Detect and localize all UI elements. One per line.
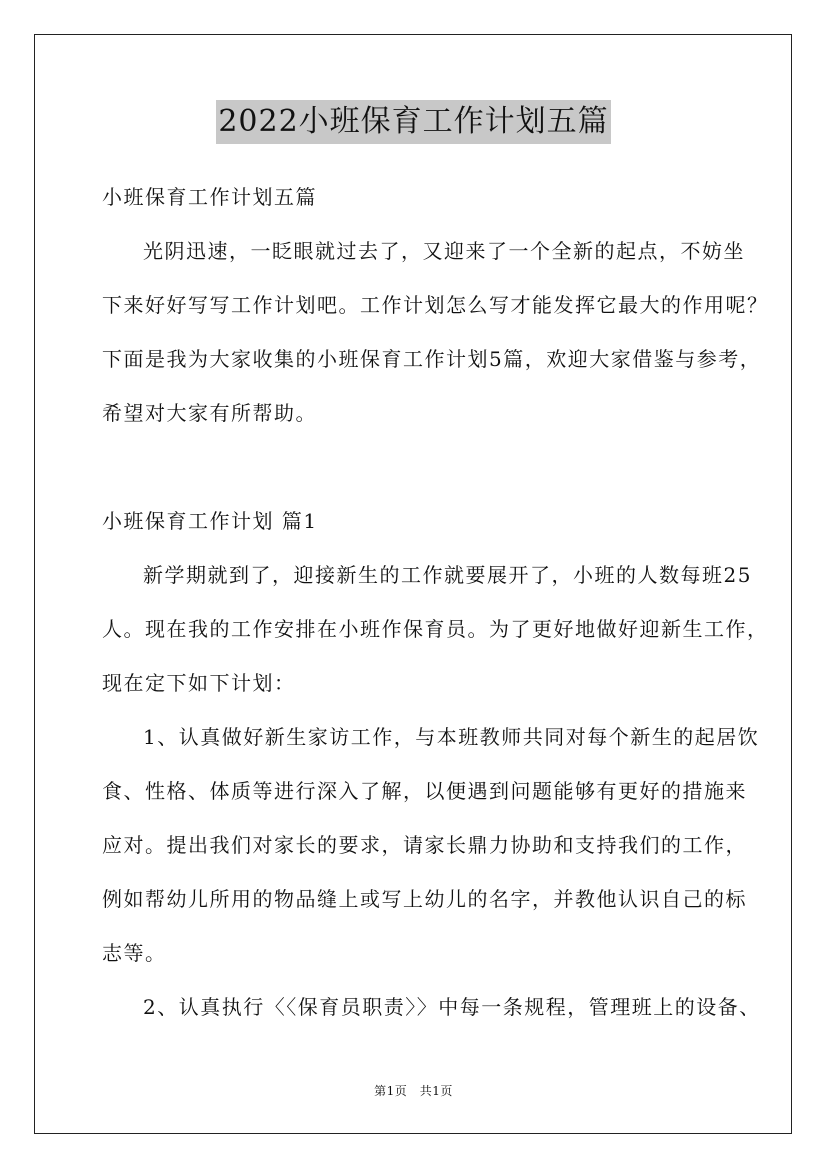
paragraph-line: 人。现在我的工作安排在小班作保育员。为了更好地做好迎新生工作， [102, 617, 769, 641]
paragraph-line: 例如帮幼儿所用的物品缝上或写上幼儿的名字，并教他认识自己的标 [102, 887, 747, 911]
section-heading: 小班保育工作计划 篇1 [102, 509, 318, 533]
page-footer: 第1页 共1页 [374, 1084, 453, 1098]
paragraph-line: 应对。提出我们对家长的要求，请家长鼎力协助和支持我们的工作， [102, 833, 747, 857]
paragraph-line: 光阴迅速，一眨眼就过去了，又迎来了一个全新的起点，不妨坐 [143, 239, 745, 263]
paragraph-line: 希望对大家有所帮助。 [102, 401, 317, 425]
paragraph-line: 食、性格、体质等进行深入了解，以便遇到问题能够有更好的措施来 [102, 779, 747, 803]
paragraph-line: 下面是我为大家收集的小班保育工作计划5篇，欢迎大家借鉴与参考， [102, 347, 762, 371]
title-wrapper [0, 100, 827, 144]
subtitle-line: 小班保育工作计划五篇 [102, 185, 317, 209]
document-title: 2022小班保育工作计划五篇 [216, 100, 610, 144]
paragraph-line: 2、认真执行〈〈保育员职责〉〉中每一条规程，管理班上的设备、 [143, 995, 761, 1019]
paragraph-line: 新学期就到了，迎接新生的工作就要展开了，小班的人数每班25 [143, 563, 752, 587]
paragraph-line: 下来好好写写工作计划吧。工作计划怎么写才能发挥它最大的作用呢？ [102, 293, 769, 317]
paragraph-line: 1、认真做好新生家访工作，与本班教师共同对每个新生的起居饮 [143, 725, 760, 749]
paragraph-line: 志等。 [102, 941, 167, 965]
paragraph-line: 现在定下如下计划： [102, 671, 296, 695]
